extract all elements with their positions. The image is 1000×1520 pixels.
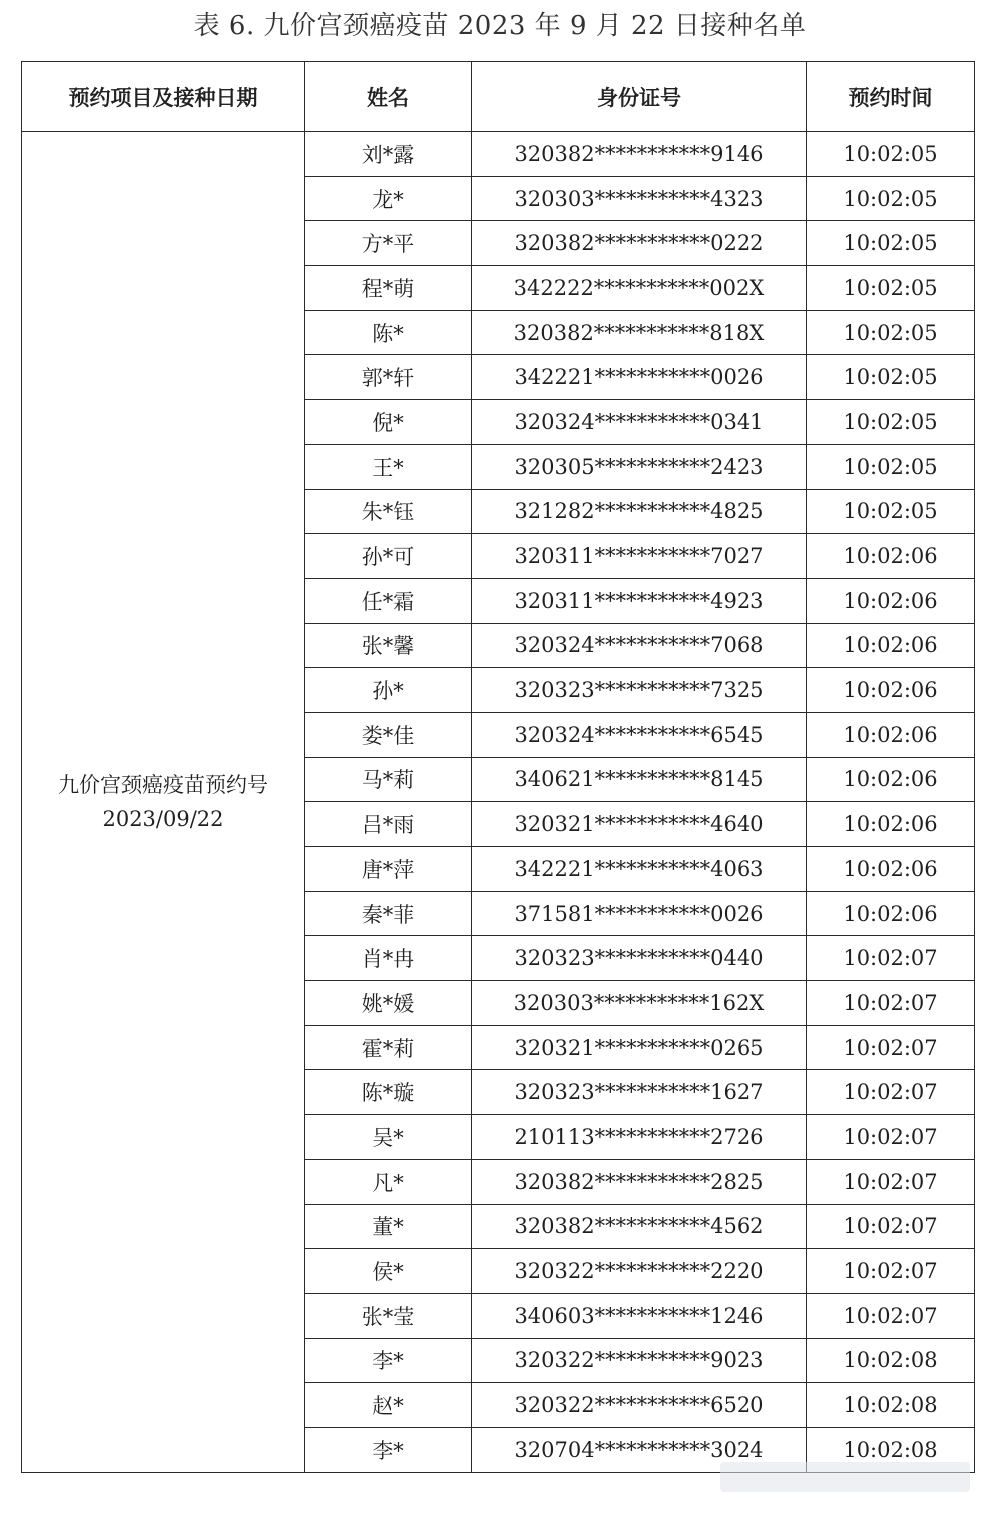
id-number-cell: 320324***********7068 xyxy=(472,623,807,668)
appointment-time-cell: 10:02:06 xyxy=(807,534,975,579)
project-date-cell xyxy=(22,132,305,1473)
appointment-time-cell: 10:02:07 xyxy=(807,1159,975,1204)
appointment-time-cell: 10:02:07 xyxy=(807,1025,975,1070)
person-name-cell: 吕*雨 xyxy=(305,802,472,847)
id-number-cell: 320704***********3024 xyxy=(472,1427,807,1472)
id-number-cell: 320322***********9023 xyxy=(472,1338,807,1383)
person-name-cell: 朱*钰 xyxy=(305,489,472,534)
appointment-time-cell: 10:02:05 xyxy=(807,400,975,445)
id-number-cell: 320322***********6520 xyxy=(472,1383,807,1428)
appointment-time-cell: 10:02:07 xyxy=(807,1115,975,1160)
id-number-cell: 320323***********1627 xyxy=(472,1070,807,1115)
id-number-cell: 321282***********4825 xyxy=(472,489,807,534)
person-name-cell: 张*莹 xyxy=(305,1293,472,1338)
appointment-time-cell: 10:02:07 xyxy=(807,981,975,1026)
appointment-time-cell: 10:02:05 xyxy=(807,176,975,221)
person-name-cell: 郭*轩 xyxy=(305,355,472,400)
appointment-time-cell: 10:02:06 xyxy=(807,578,975,623)
person-name-cell: 唐*萍 xyxy=(305,847,472,892)
person-name-cell: 霍*莉 xyxy=(305,1025,472,1070)
id-number-cell: 342221***********4063 xyxy=(472,847,807,892)
person-name-cell: 李* xyxy=(305,1427,472,1472)
id-number-cell: 320311***********7027 xyxy=(472,534,807,579)
id-number-cell: 320323***********7325 xyxy=(472,668,807,713)
person-name-cell: 李* xyxy=(305,1338,472,1383)
vaccination-roster-table xyxy=(21,61,975,1473)
id-number-cell: 320382***********0222 xyxy=(472,221,807,266)
appointment-time-cell: 10:02:06 xyxy=(807,847,975,892)
appointment-time-cell: 10:02:05 xyxy=(807,489,975,534)
appointment-time-cell: 10:02:08 xyxy=(807,1338,975,1383)
appointment-time-cell: 10:02:05 xyxy=(807,444,975,489)
appointment-time-cell: 10:02:05 xyxy=(807,355,975,400)
appointment-time-cell: 10:02:05 xyxy=(807,132,975,177)
id-number-cell: 320311***********4923 xyxy=(472,578,807,623)
project-date: 2023/09/22 xyxy=(102,806,224,831)
person-name-cell: 董* xyxy=(305,1204,472,1249)
person-name-cell: 陈*璇 xyxy=(305,1070,472,1115)
appointment-time-cell: 10:02:08 xyxy=(807,1383,975,1428)
appointment-time-cell: 10:02:07 xyxy=(807,1204,975,1249)
appointment-time-cell: 10:02:07 xyxy=(807,1070,975,1115)
id-number-cell: 210113***********2726 xyxy=(472,1115,807,1160)
id-number-cell: 320303***********162X xyxy=(472,981,807,1026)
appointment-time-cell: 10:02:05 xyxy=(807,310,975,355)
project-name: 九价宫颈癌疫苗预约号 xyxy=(58,772,268,797)
appointment-time-cell: 10:02:06 xyxy=(807,668,975,713)
person-name-cell: 吴* xyxy=(305,1115,472,1160)
header-project-date: 预约项目及接种日期 xyxy=(22,62,305,132)
id-number-cell: 320305***********2423 xyxy=(472,444,807,489)
appointment-time-cell: 10:02:06 xyxy=(807,623,975,668)
person-name-cell: 张*馨 xyxy=(305,623,472,668)
appointment-time-cell: 10:02:06 xyxy=(807,712,975,757)
person-name-cell: 方*平 xyxy=(305,221,472,266)
id-number-cell: 320382***********4562 xyxy=(472,1204,807,1249)
id-number-cell: 342222***********002X xyxy=(472,266,807,311)
appointment-time-cell: 10:02:06 xyxy=(807,891,975,936)
id-number-cell: 371581***********0026 xyxy=(472,891,807,936)
person-name-cell: 姚*媛 xyxy=(305,981,472,1026)
person-name-cell: 程*萌 xyxy=(305,266,472,311)
person-name-cell: 王* xyxy=(305,444,472,489)
person-name-cell: 龙* xyxy=(305,176,472,221)
appointment-time-cell: 10:02:05 xyxy=(807,266,975,311)
id-number-cell: 320321***********0265 xyxy=(472,1025,807,1070)
person-name-cell: 凡* xyxy=(305,1159,472,1204)
person-name-cell: 陈* xyxy=(305,310,472,355)
person-name-cell: 孙* xyxy=(305,668,472,713)
id-number-cell: 320382***********818X xyxy=(472,310,807,355)
person-name-cell: 任*霜 xyxy=(305,578,472,623)
appointment-time-cell: 10:02:06 xyxy=(807,757,975,802)
person-name-cell: 秦*菲 xyxy=(305,891,472,936)
id-number-cell: 320303***********4323 xyxy=(472,176,807,221)
person-name-cell: 刘*露 xyxy=(305,132,472,177)
id-number-cell: 320323***********0440 xyxy=(472,936,807,981)
id-number-cell: 342221***********0026 xyxy=(472,355,807,400)
person-name-cell: 娄*佳 xyxy=(305,712,472,757)
header-row xyxy=(22,62,975,132)
id-number-cell: 320382***********9146 xyxy=(472,132,807,177)
table-title: 表 6. 九价宫颈癌疫苗 2023 年 9 月 22 日接种名单 xyxy=(193,11,807,41)
person-name-cell: 侯* xyxy=(305,1249,472,1294)
person-name-cell: 马*莉 xyxy=(305,757,472,802)
appointment-time-cell: 10:02:07 xyxy=(807,1249,975,1294)
person-name-cell: 肖*冉 xyxy=(305,936,472,981)
id-number-cell: 340621***********8145 xyxy=(472,757,807,802)
appointment-time-cell: 10:02:05 xyxy=(807,221,975,266)
person-name-cell: 孙*可 xyxy=(305,534,472,579)
appointment-time-cell: 10:02:07 xyxy=(807,1293,975,1338)
person-name-cell: 赵* xyxy=(305,1383,472,1428)
appointment-time-cell: 10:02:08 xyxy=(807,1427,975,1472)
table-row xyxy=(22,132,975,177)
header-name: 姓名 xyxy=(305,62,472,132)
appointment-time-cell: 10:02:06 xyxy=(807,802,975,847)
id-number-cell: 320322***********2220 xyxy=(472,1249,807,1294)
person-name-cell: 倪* xyxy=(305,400,472,445)
watermark-overlay xyxy=(720,1462,970,1492)
header-appointment-time: 预约时间 xyxy=(807,62,975,132)
id-number-cell: 340603***********1246 xyxy=(472,1293,807,1338)
id-number-cell: 320321***********4640 xyxy=(472,802,807,847)
table-body xyxy=(22,132,975,1473)
id-number-cell: 320382***********2825 xyxy=(472,1159,807,1204)
id-number-cell: 320324***********0341 xyxy=(472,400,807,445)
appointment-time-cell: 10:02:07 xyxy=(807,936,975,981)
id-number-cell: 320324***********6545 xyxy=(472,712,807,757)
header-id-number: 身份证号 xyxy=(472,62,807,132)
